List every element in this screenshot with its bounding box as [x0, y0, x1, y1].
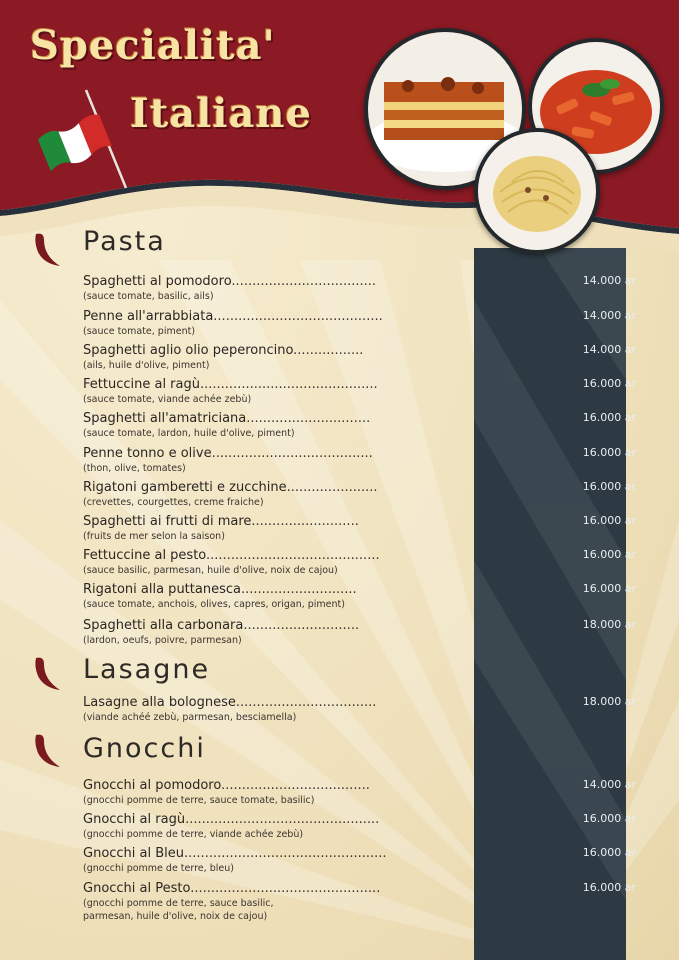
item-name: Spaghetti ai frutti di mare: [83, 514, 252, 529]
item-price: 16.000 ar: [582, 411, 636, 424]
item-leader-dots: ..............................: [246, 411, 371, 426]
item-leader-dots: .......................................: [211, 446, 373, 461]
item-description: (ails, huile d'olive, piment): [83, 360, 210, 371]
menu-item: [83, 880, 636, 923]
menu-item: [83, 547, 636, 577]
item-name: Fettuccine al pesto: [83, 548, 207, 563]
italian-flag-icon: [34, 88, 134, 192]
item-description: (gnocchi pomme de terre, sauce tomate, basilic): [83, 795, 315, 806]
item-leader-dots: .................: [293, 343, 364, 358]
item-leader-dots: ...............................................: [185, 812, 380, 827]
menu-item: [83, 694, 636, 724]
item-price: 16.000 ar: [582, 377, 636, 390]
item-name: Gnocchi al Bleu: [83, 846, 185, 861]
item-name: Gnocchi al Pesto: [83, 881, 191, 896]
item-description: (crevettes, courgettes, creme fraiche): [83, 497, 264, 508]
menu-item: [83, 410, 636, 440]
item-name: Spaghetti al pomodoro: [83, 274, 232, 289]
item-description-line2: parmesan, huile d'olive, noix de cajou): [83, 911, 268, 922]
item-name: Penne all'arrabbiata: [83, 309, 214, 324]
item-description: (thon, olive, tomates): [83, 463, 186, 474]
item-price: 16.000 ar: [582, 446, 636, 459]
item-description: (fruits de mer selon la saison): [83, 531, 225, 542]
item-name: Spaghetti aglio olio peperoncino: [83, 343, 294, 358]
item-description: (sauce basilic, parmesan, huile d'olive, noix de cajou): [83, 565, 338, 576]
item-leader-dots: ............................: [240, 582, 357, 597]
menu-title-line2: Italiane: [130, 90, 312, 137]
item-price: 16.000 ar: [582, 514, 636, 527]
item-description: (viande achéé zebù, parmesan, besciamella): [83, 712, 297, 723]
menu-item: [83, 376, 636, 406]
item-name: Spaghetti alla carbonara: [83, 618, 244, 633]
menu-item: [83, 811, 636, 841]
item-leader-dots: ..........................: [251, 514, 359, 529]
item-leader-dots: ...................................: [231, 274, 377, 289]
menu-item: [83, 308, 636, 338]
item-price: 18.000 ar: [582, 618, 636, 631]
item-description: (gnocchi pomme de terre, sauce basilic,: [83, 898, 274, 909]
item-name: Penne tonno e olive: [83, 446, 212, 461]
item-leader-dots: ..........................................: [206, 548, 380, 563]
chili-pepper-icon: [30, 230, 66, 270]
menu-item: [83, 777, 636, 807]
section-title-pasta: Pasta: [83, 226, 166, 257]
item-name: Gnocchi al ragù: [83, 812, 186, 827]
chili-pepper-icon: [30, 654, 66, 694]
spaghetti-photo: [474, 128, 600, 254]
menu-item: [83, 581, 636, 611]
item-leader-dots: ............................: [243, 618, 360, 633]
menu-item: [83, 445, 636, 475]
item-price: 14.000 ar: [582, 343, 636, 356]
chili-pepper-icon: [30, 731, 66, 771]
item-price: 14.000 ar: [582, 274, 636, 287]
section-title-lasagne: Lasagne: [83, 654, 211, 685]
item-description: (gnocchi pomme de terre, bleu): [83, 863, 234, 874]
item-name: Spaghetti all'amatriciana: [83, 411, 247, 426]
item-name: Rigatoni alla puttanesca: [83, 582, 241, 597]
menu-item: [83, 845, 636, 875]
menu-item: [83, 513, 636, 543]
item-description: (lardon, oeufs, poivre, parmesan): [83, 635, 242, 646]
menu-item: [83, 479, 636, 509]
item-name: Fettuccine al ragù: [83, 377, 200, 392]
item-description: (sauce tomate, piment): [83, 326, 196, 337]
item-price: 16.000 ar: [582, 582, 636, 595]
item-price: 18.000 ar: [582, 695, 636, 708]
item-description: (sauce tomate, lardon, huile d'olive, piment): [83, 428, 295, 439]
item-leader-dots: .........................................: [213, 309, 383, 324]
item-description: (sauce tomate, viande achée zebù): [83, 394, 252, 405]
item-description: (sauce tomate, basilic, ails): [83, 291, 214, 302]
item-leader-dots: ......................: [286, 480, 378, 495]
item-name: Lasagne alla bolognese: [83, 695, 236, 710]
item-name: Rigatoni gamberetti e zucchine: [83, 480, 287, 495]
item-price: 16.000 ar: [582, 846, 636, 859]
section-title-gnocchi: Gnocchi: [83, 733, 206, 764]
menu-title-line1: Specialita': [30, 22, 276, 69]
item-price: 14.000 ar: [582, 778, 636, 791]
item-price: 16.000 ar: [582, 881, 636, 894]
item-leader-dots: .................................................: [184, 846, 387, 861]
menu-item: [83, 273, 636, 303]
item-leader-dots: ..................................: [235, 695, 377, 710]
item-leader-dots: ...........................................: [200, 377, 378, 392]
item-price: 14.000 ar: [582, 309, 636, 322]
menu-item: [83, 617, 636, 647]
menu-item: [83, 342, 636, 372]
item-leader-dots: ....................................: [221, 778, 370, 793]
item-description: (sauce tomate, anchois, olives, capres, origan, piment): [83, 599, 345, 610]
item-price: 16.000 ar: [582, 812, 636, 825]
item-name: Gnocchi al pomodoro: [83, 778, 222, 793]
item-price: 16.000 ar: [582, 480, 636, 493]
item-description: (gnocchi pomme de terre, viande achée zebù): [83, 829, 304, 840]
item-price: 16.000 ar: [582, 548, 636, 561]
item-leader-dots: ..............................................: [190, 881, 381, 896]
